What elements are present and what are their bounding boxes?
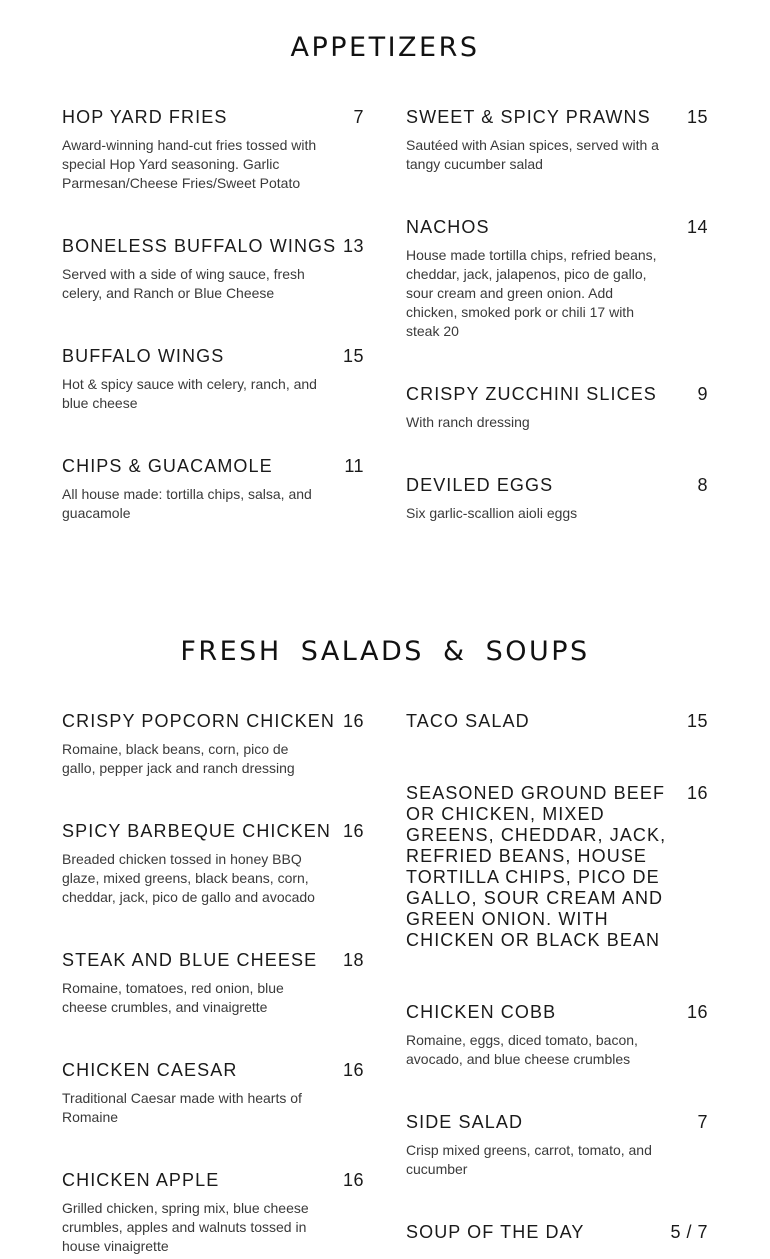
- item-name: SPICY BARBEQUE CHICKEN: [62, 821, 331, 841]
- salads-title: FRESH SALADS & SOUPS: [180, 636, 590, 667]
- appetizers-title: APPETIZERS: [290, 32, 480, 63]
- item-price: 9: [697, 384, 708, 404]
- menu-item: [62, 107, 364, 193]
- item-name: CHICKEN COBB: [406, 1002, 557, 1022]
- item-price: 14: [686, 217, 708, 237]
- item-price: 16: [342, 1170, 364, 1190]
- item-price: 8: [697, 475, 708, 495]
- menu-item: [62, 456, 364, 523]
- item-price: 11: [344, 456, 364, 476]
- item-name: NACHOS: [406, 217, 490, 237]
- menu-item: [406, 107, 708, 174]
- item-name: SOUP OF THE DAY: [406, 1222, 585, 1242]
- item-price: 7: [697, 1112, 708, 1132]
- menu-item: [62, 1170, 364, 1256]
- item-description: Hot & spicy sauce with celery, ranch, and blue cheese: [62, 376, 317, 411]
- item-description: Sautéed with Asian spices, served with a tangy cucumber salad: [406, 137, 659, 172]
- item-description: All house made: tortilla chips, salsa, and guacamole: [62, 486, 312, 521]
- item-description: Award-winning hand-cut fries tossed with special Hop Yard seasoning. Garlic Parmesan/Cheese Fries/Sweet Potato: [62, 137, 317, 191]
- item-name: CRISPY ZUCCHINI SLICES: [406, 384, 657, 404]
- item-name: CHICKEN APPLE: [62, 1170, 220, 1190]
- item-price: 16: [342, 711, 364, 731]
- item-description: With ranch dressing: [406, 414, 530, 430]
- item-name: SEASONED GROUND BEEF OR CHICKEN, MIXED GREENS, CHEDDAR, JACK, REFRIED BEANS, HOUSE TORTILLA CHIPS, PICO DE GALLO, SOUR CREAM AND GREEN ONION. WITH CHICKEN OR BLACK BEAN: [406, 783, 667, 950]
- menu-item: [62, 236, 364, 303]
- item-price: 7: [353, 107, 364, 127]
- item-name: BONELESS BUFFALO WINGS: [62, 236, 337, 256]
- item-name: CHICKEN CAESAR: [62, 1060, 238, 1080]
- item-description: Traditional Caesar made with hearts of Romaine: [62, 1090, 302, 1125]
- item-description: Romaine, eggs, diced tomato, bacon, avocado, and blue cheese crumbles: [406, 1032, 638, 1067]
- menu-item: [406, 1222, 708, 1243]
- menu-item: [406, 1112, 708, 1179]
- item-name: STEAK AND BLUE CHEESE: [62, 950, 318, 970]
- item-price: 16: [342, 1060, 364, 1080]
- item-price: 15: [342, 346, 364, 366]
- item-name: SWEET & SPICY PRAWNS: [406, 107, 651, 127]
- item-description: Served with a side of wing sauce, fresh celery, and Ranch or Blue Cheese: [62, 266, 305, 301]
- menu-item: [406, 217, 708, 341]
- item-description: Six garlic-scallion aioli eggs: [406, 505, 578, 521]
- item-price: 16: [686, 783, 708, 803]
- item-description: House made tortilla chips, refried beans, cheddar, jack, jalapenos, pico de gallo, sour cream and green onion. Add chicken, smoked pork or chili 17 with steak 20: [406, 247, 657, 339]
- item-description: Grilled chicken, spring mix, blue cheese crumbles, apples and walnuts tossed in house vinaigrette: [62, 1200, 309, 1254]
- item-description: Romaine, black beans, corn, pico de gallo, pepper jack and ranch dressing: [62, 741, 295, 776]
- item-name: CHIPS & GUACAMOLE: [62, 456, 273, 476]
- item-description: Crisp mixed greens, carrot, tomato, and cucumber: [406, 1142, 652, 1177]
- item-price: 18: [342, 950, 364, 970]
- menu-item: [406, 1002, 708, 1069]
- item-price: 15: [686, 107, 708, 127]
- item-price: 13: [342, 236, 364, 256]
- menu-item: [62, 346, 364, 413]
- item-price: 16: [686, 1002, 708, 1022]
- item-name: BUFFALO WINGS: [62, 346, 225, 366]
- menu-item: [406, 384, 708, 432]
- item-name: DEVILED EGGS: [406, 475, 554, 495]
- item-name: HOP YARD FRIES: [62, 107, 228, 127]
- item-price: 5 / 7: [670, 1222, 708, 1242]
- item-price: 16: [342, 821, 364, 841]
- item-price: 15: [686, 711, 708, 731]
- menu-item: [62, 711, 364, 778]
- menu-item: [62, 1060, 364, 1127]
- menu-item: [62, 821, 364, 907]
- menu-item: [406, 783, 708, 951]
- menu-item: [406, 475, 708, 523]
- item-description: Romaine, tomatoes, red onion, blue cheese crumbles, and vinaigrette: [62, 980, 284, 1015]
- item-name: SIDE SALAD: [406, 1112, 524, 1132]
- item-name: CRISPY POPCORN CHICKEN: [62, 711, 335, 731]
- item-description: Breaded chicken tossed in honey BBQ glaze, mixed greens, black beans, corn, cheddar, jack, pico de gallo and avocado: [62, 851, 315, 905]
- menu-item: [62, 950, 364, 1017]
- menu-item: [406, 711, 708, 732]
- item-name: TACO SALAD: [406, 711, 530, 731]
